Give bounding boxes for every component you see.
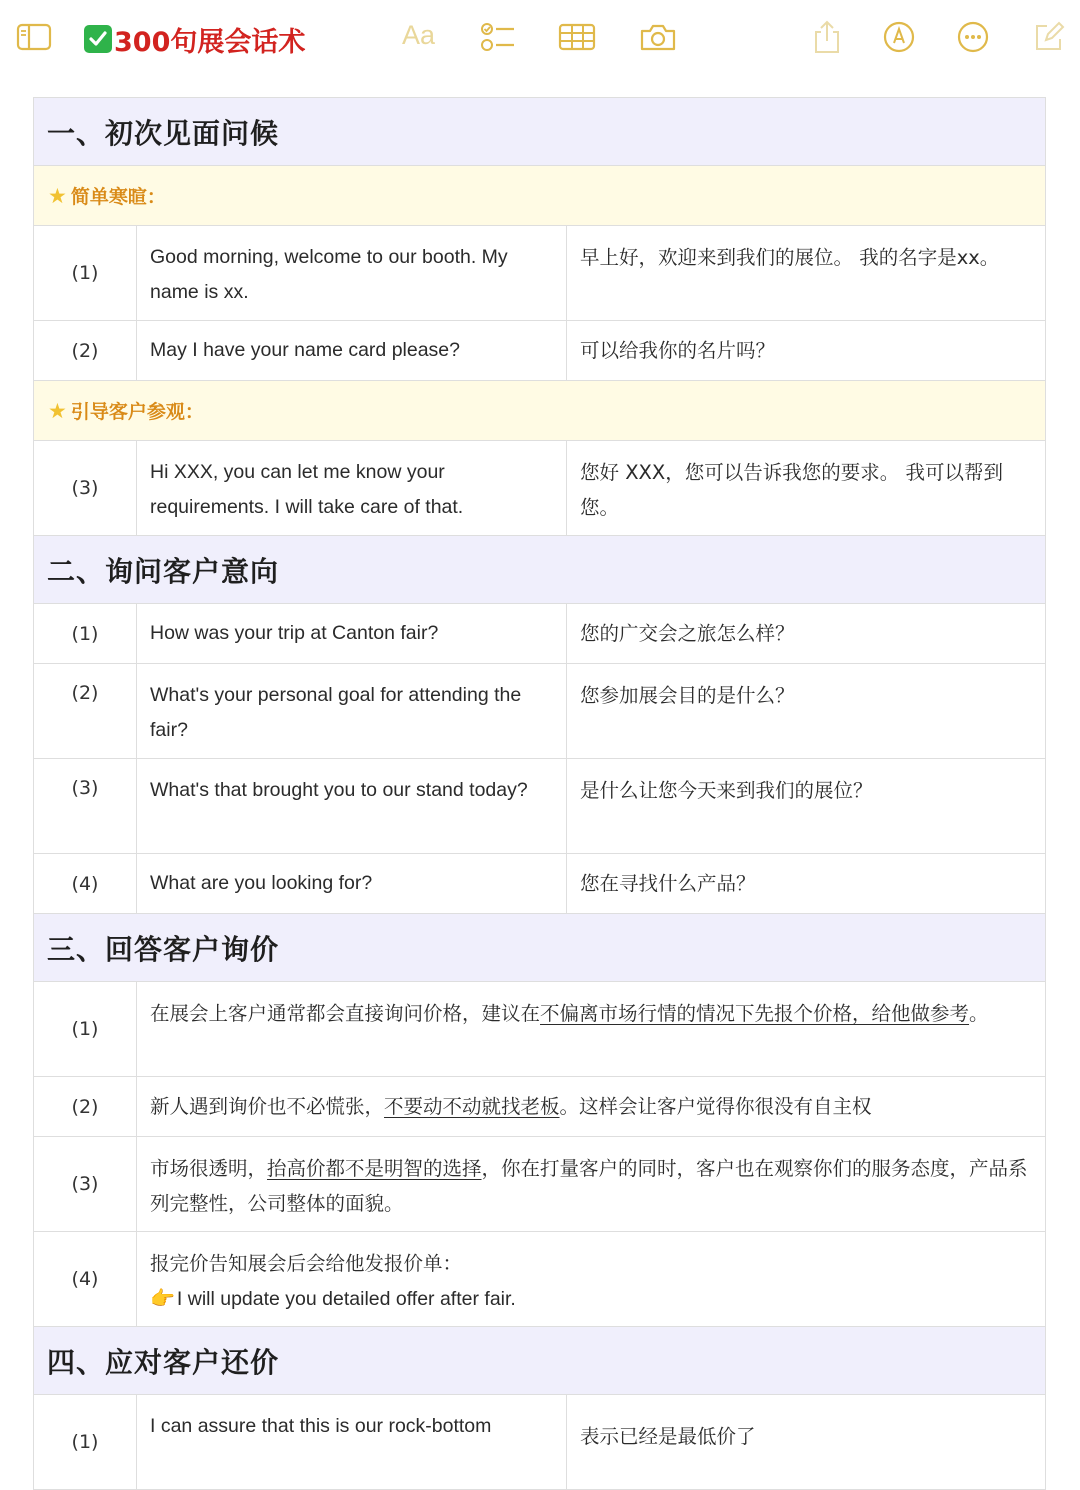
section-header	[34, 536, 1045, 604]
table-row	[34, 982, 1045, 1077]
star-icon: ★	[48, 398, 67, 423]
subsection-title: 引导客户参观：	[70, 401, 204, 423]
english-phrase: What's that brought you to our stand today?	[137, 759, 567, 853]
share-icon[interactable]	[808, 18, 846, 56]
english-phrase: What are you looking for?	[137, 854, 567, 913]
table-row	[34, 664, 1045, 759]
compose-icon[interactable]	[1030, 18, 1068, 56]
check-icon	[84, 25, 112, 53]
sidebar-icon[interactable]	[15, 18, 53, 56]
note-title	[84, 18, 305, 60]
chinese-phrase: 早上好，欢迎来到我们的展位。 我的名字是xx。	[580, 246, 1000, 269]
star-icon: ★	[48, 183, 67, 208]
english-phrase: Good morning, welcome to our booth. My name is xx.	[137, 226, 567, 320]
english-phrase: What's your personal goal for attending the fair?	[137, 664, 567, 758]
markup-pen-icon[interactable]	[880, 18, 918, 56]
answer-text: 新人遇到询价也不必慌张，不要动不动就找老板。这样会让客户觉得你很没有自主权	[150, 1095, 872, 1118]
subsection-title: 简单寒暄：	[70, 186, 166, 208]
row-number: (2)	[34, 321, 137, 380]
chinese-phrase: 您的广交会之旅怎么样？	[580, 622, 795, 645]
table-row	[34, 1137, 1045, 1232]
subsection-header	[34, 166, 1045, 226]
row-number: (1)	[34, 1395, 137, 1489]
row-number: (2)	[34, 1077, 137, 1136]
english-phrase: May I have your name card please?	[137, 321, 567, 380]
phrase-table	[33, 97, 1046, 1490]
english-phrase: Hi XXX, you can let me know your requirements. I will take care of that.	[137, 441, 567, 535]
underlined-text: 不偏离市场行情的情况下先报个价格，给他做参考	[540, 1002, 970, 1025]
subsection-header	[34, 381, 1045, 441]
format-text-icon[interactable]: Aa	[402, 20, 436, 50]
table-row	[34, 321, 1045, 381]
section-header	[34, 98, 1045, 166]
section-title: 二、询问客户意向	[47, 554, 280, 588]
section-header	[34, 1327, 1045, 1395]
chinese-phrase: 您参加展会目的是什么？	[580, 684, 795, 707]
underlined-text: 不要动不动就找老板	[384, 1095, 560, 1118]
row-number: (3)	[34, 1137, 137, 1231]
answer-text: 市场很透明，抬高价都不是明智的选择，你在打量客户的同时，客户也在观察你们的服务态度，产品系列完整性，公司整体的面貌。	[150, 1157, 1028, 1215]
table-icon[interactable]	[558, 18, 596, 56]
table-row	[34, 441, 1045, 536]
table-row	[34, 759, 1045, 854]
table-row	[34, 226, 1045, 321]
english-phrase: How was your trip at Canton fair?	[137, 604, 567, 663]
pointing-hand-icon: 👉	[150, 1286, 175, 1310]
row-number: (3)	[34, 759, 137, 853]
row-number: (3)	[34, 441, 137, 535]
chinese-phrase: 您在寻找什么产品？	[580, 872, 756, 895]
camera-icon[interactable]	[639, 18, 677, 56]
note-title-text: 300句展会话术	[114, 26, 306, 58]
row-number: (1)	[34, 604, 137, 663]
row-number: (2)	[34, 664, 137, 758]
table-row	[34, 854, 1045, 914]
section-title: 一、初次见面问候	[47, 116, 280, 150]
more-icon[interactable]	[954, 18, 992, 56]
table-row	[34, 1077, 1045, 1137]
answer-text: 报完价告知展会后会给他发报价单： 👉 I will update you detailed offer after fair.	[150, 1252, 516, 1310]
chinese-phrase: 表示已经是最低价了	[580, 1425, 756, 1448]
toolbar	[0, 0, 1080, 80]
table-row	[34, 604, 1045, 664]
answer-text: 在展会上客户通常都会直接询问价格，建议在不偏离市场行情的情况下先报个价格，给他做参考。	[150, 1002, 989, 1025]
table-row	[34, 1232, 1045, 1327]
row-number: (1)	[34, 982, 137, 1076]
section-title: 四、应对客户还价	[47, 1345, 280, 1379]
section-title: 三、回答客户询价	[47, 932, 280, 966]
row-number: (1)	[34, 226, 137, 320]
row-number: (4)	[34, 1232, 137, 1326]
checklist-icon[interactable]	[479, 18, 517, 56]
chinese-phrase: 是什么让您今天来到我们的展位？	[580, 779, 873, 802]
section-header	[34, 914, 1045, 982]
english-phrase: I can assure that this is our rock-bottom	[137, 1395, 567, 1489]
chinese-phrase: 您好 XXX，您可以告诉我您的要求。 我可以帮到您。	[580, 461, 1003, 519]
chinese-phrase: 可以给我你的名片吗？	[580, 339, 776, 362]
row-number: (4)	[34, 854, 137, 913]
underlined-text: 抬高价都不是明智的选择	[267, 1157, 482, 1180]
